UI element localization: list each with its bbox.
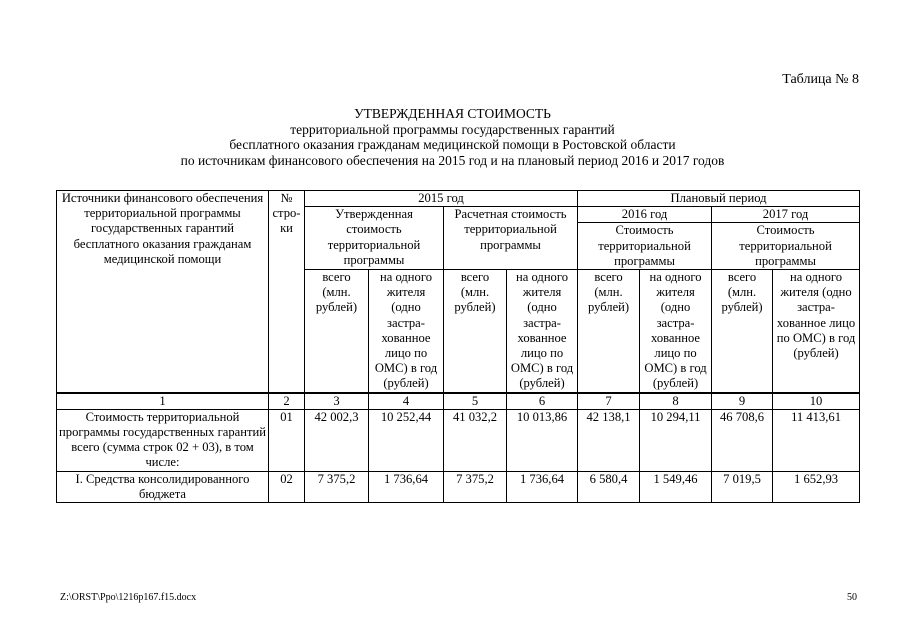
header-cost-2016: Стоимость территориальной программы — [578, 223, 712, 270]
table-number: Таблица № 8 — [782, 72, 859, 87]
title-line-4: по источникам финансового обеспечения на 2015 год и на плановый период 2016 и 2017 годов — [180, 152, 725, 168]
header-source: Источники финансового обеспечения территориальной программы государственных гарантий бесплатного оказания гражданам медицинской помощи — [57, 191, 269, 393]
value-2017-total: 7 019,5 — [712, 471, 773, 502]
header-calculated-cost: Расчетная стоимость территориальной программы — [444, 207, 578, 270]
header-line-no: № стро-ки — [269, 191, 305, 393]
row-name: I. Средства консолидированного бюджета — [57, 471, 269, 502]
title-line-3: бесплатного оказания гражданам медицинской помощи в Ростовской области — [229, 137, 676, 152]
col-number: 10 — [773, 393, 860, 410]
header-planned-period: Плановый период — [578, 191, 860, 207]
header-total: всего (млн. рублей) — [305, 270, 369, 393]
col-number: 4 — [369, 393, 444, 410]
col-number: 6 — [507, 393, 578, 410]
col-number: 2 — [269, 393, 305, 410]
value-2015-approved-per-capita: 1 736,64 — [369, 471, 444, 502]
col-number: 7 — [578, 393, 640, 410]
header-per-capita: на одного жителя (одно застра-хованное лицо по ОМС) в год (рублей) — [773, 270, 860, 393]
header-approved-cost: Утвержденная стоимость территориальной программы — [305, 207, 444, 270]
header-cost-2017: Стоимость территориальной программы — [712, 223, 860, 270]
row-name: Стоимость территориальной программы государственных гарантий всего (сумма строк 02 + 03), в том числе: — [57, 409, 269, 471]
table-row — [57, 409, 860, 471]
value-2015-approved-per-capita: 10 252,44 — [369, 409, 444, 471]
header-total: всего (млн. рублей) — [444, 270, 507, 393]
header-total: всего (млн. рублей) — [578, 270, 640, 393]
header-year-2016: 2016 год — [578, 207, 712, 223]
value-2015-calculated-total: 41 032,2 — [444, 409, 507, 471]
value-2017-per-capita: 1 652,93 — [773, 471, 860, 502]
page-number: 50 — [847, 592, 857, 603]
table-row — [57, 471, 860, 502]
footer-file-path: Z:\ORST\Ppo\1216p167.f15.docx — [60, 592, 197, 603]
value-2015-approved-total: 42 002,3 — [305, 409, 369, 471]
value-2016-total: 42 138,1 — [578, 409, 640, 471]
header-per-capita: на одного жителя (одно застра-хованное лицо по ОМС) в год (рублей) — [640, 270, 712, 393]
value-2015-calculated-per-capita: 10 013,86 — [507, 409, 578, 471]
value-2016-per-capita: 1 549,46 — [640, 471, 712, 502]
col-number: 8 — [640, 393, 712, 410]
header-year-2017: 2017 год — [712, 207, 860, 223]
value-2016-per-capita: 10 294,11 — [640, 409, 712, 471]
col-number: 5 — [444, 393, 507, 410]
title-line-1: УТВЕРЖДЕННАЯ СТОИМОСТЬ — [354, 106, 551, 121]
col-number: 3 — [305, 393, 369, 410]
header-per-capita: на одного жителя (одно застра-хованное лицо по ОМС) в год (рублей) — [369, 270, 444, 393]
row-line-no: 02 — [269, 471, 305, 502]
column-numbers-row — [57, 393, 860, 410]
value-2015-calculated-total: 7 375,2 — [444, 471, 507, 502]
col-number: 1 — [57, 393, 269, 410]
header-row-1 — [57, 191, 860, 207]
header-per-capita: на одного жителя (одно застра-хованное лицо по ОМС) в год (рублей) — [507, 270, 578, 393]
value-2016-total: 6 580,4 — [578, 471, 640, 502]
value-2017-total: 46 708,6 — [712, 409, 773, 471]
cost-table — [56, 190, 860, 503]
value-2015-approved-total: 7 375,2 — [305, 471, 369, 502]
col-number: 9 — [712, 393, 773, 410]
row-line-no: 01 — [269, 409, 305, 471]
header-total: всего (млн. рублей) — [712, 270, 773, 393]
value-2015-calculated-per-capita: 1 736,64 — [507, 471, 578, 502]
value-2017-per-capita: 11 413,61 — [773, 409, 860, 471]
document-title — [0, 106, 905, 168]
title-line-2: территориальной программы государственных гарантий — [290, 121, 615, 137]
header-year-2015: 2015 год — [305, 191, 578, 207]
